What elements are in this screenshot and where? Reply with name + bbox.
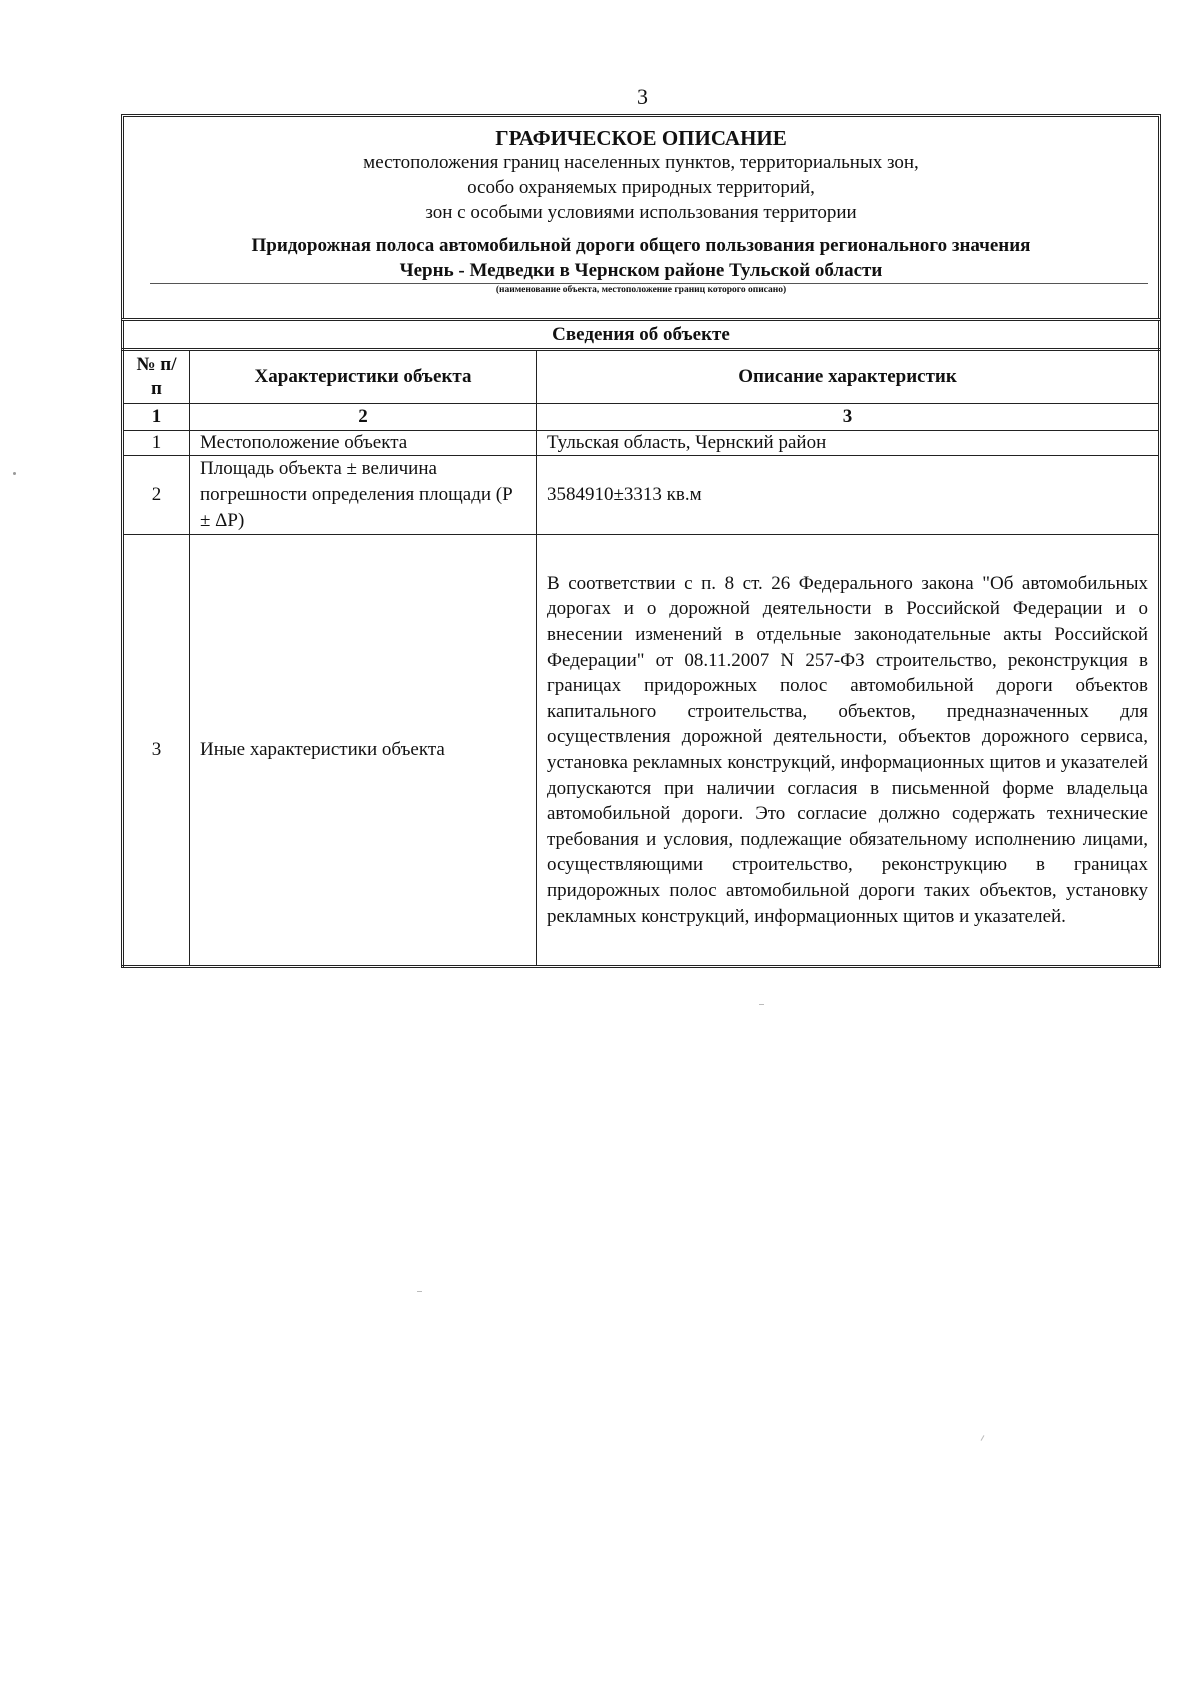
document-title: ГРАФИЧЕСКОЕ ОПИСАНИЕ	[495, 126, 787, 150]
scan-speck	[981, 1435, 985, 1441]
row-description: 3584910±3313 кв.м	[537, 456, 1160, 535]
scan-mark	[13, 472, 16, 475]
section-title: Сведения об объекте	[121, 318, 1161, 350]
header-characteristic: Характеристики объекта	[190, 350, 537, 404]
table-row	[123, 535, 1160, 967]
scan-speck	[417, 1291, 422, 1292]
column-number: 2	[190, 404, 537, 431]
row-characteristic: Площадь объекта ± величина погрешности определения площади (P ± ΔP)	[190, 456, 537, 535]
document-header	[121, 114, 1161, 321]
object-name-line-2: Чернь - Медведки в Чернском районе Тульской области	[399, 260, 883, 281]
row-number: 1	[123, 431, 190, 456]
row-description: Тульская область, Чернский район	[537, 431, 1160, 456]
subtitle-line-3: зон с особыми условиями использования территории	[425, 202, 857, 223]
table-header-row	[123, 350, 1160, 404]
header-num: № п/п	[123, 350, 190, 404]
column-number-row	[123, 404, 1160, 431]
row-characteristic: Иные характеристики объекта	[190, 535, 537, 967]
row-characteristic: Местоположение объекта	[190, 431, 537, 456]
row-description: В соответствии с п. 8 ст. 26 Федерального закона "Об автомобильных дорогах и о дорожной деятельности в Российской Федерации и о внесении изменений в отдельные законодательные акты Российской Федерации" от 08.11.2007 N 257-ФЗ строительство, реконструкция в границах придорожных полос автомобильной дороги объектов капитального строительства, объектов, предназначенных для осуществления дорожной деятельности, объектов дорожного сервиса, установка рекламных конструкций, информационных щитов и указателей допускаются при наличии согласия в письменной форме владельца автомобильной дороги. Это согласие должно содержать технические требования и условия, подлежащие обязательному исполнению лицами, осуществляющими строительство, реконструкцию в границах придорожных полос автомобильной дороги таких объектов, установку рекламных конструкций, информационных щитов и указателей.	[537, 535, 1160, 967]
scan-speck	[759, 1004, 764, 1005]
column-number: 1	[123, 404, 190, 431]
header-description: Описание характеристик	[537, 350, 1160, 404]
page-number: 3	[637, 84, 648, 109]
subtitle-line-1: местоположения границ населенных пунктов, территориальных зон,	[363, 152, 919, 173]
object-name-line-1: Придорожная полоса автомобильной дороги общего пользования регионального значения	[251, 235, 1031, 256]
table-row	[123, 456, 1160, 535]
row-number: 2	[123, 456, 190, 535]
object-name-caption: (наименование объекта, местоположение границ которого описано)	[495, 285, 787, 295]
column-number: 3	[537, 404, 1160, 431]
table-row	[123, 431, 1160, 456]
object-info-table	[121, 348, 1161, 968]
subtitle-line-2: особо охраняемых природных территорий,	[467, 177, 815, 198]
row-number: 3	[123, 535, 190, 967]
